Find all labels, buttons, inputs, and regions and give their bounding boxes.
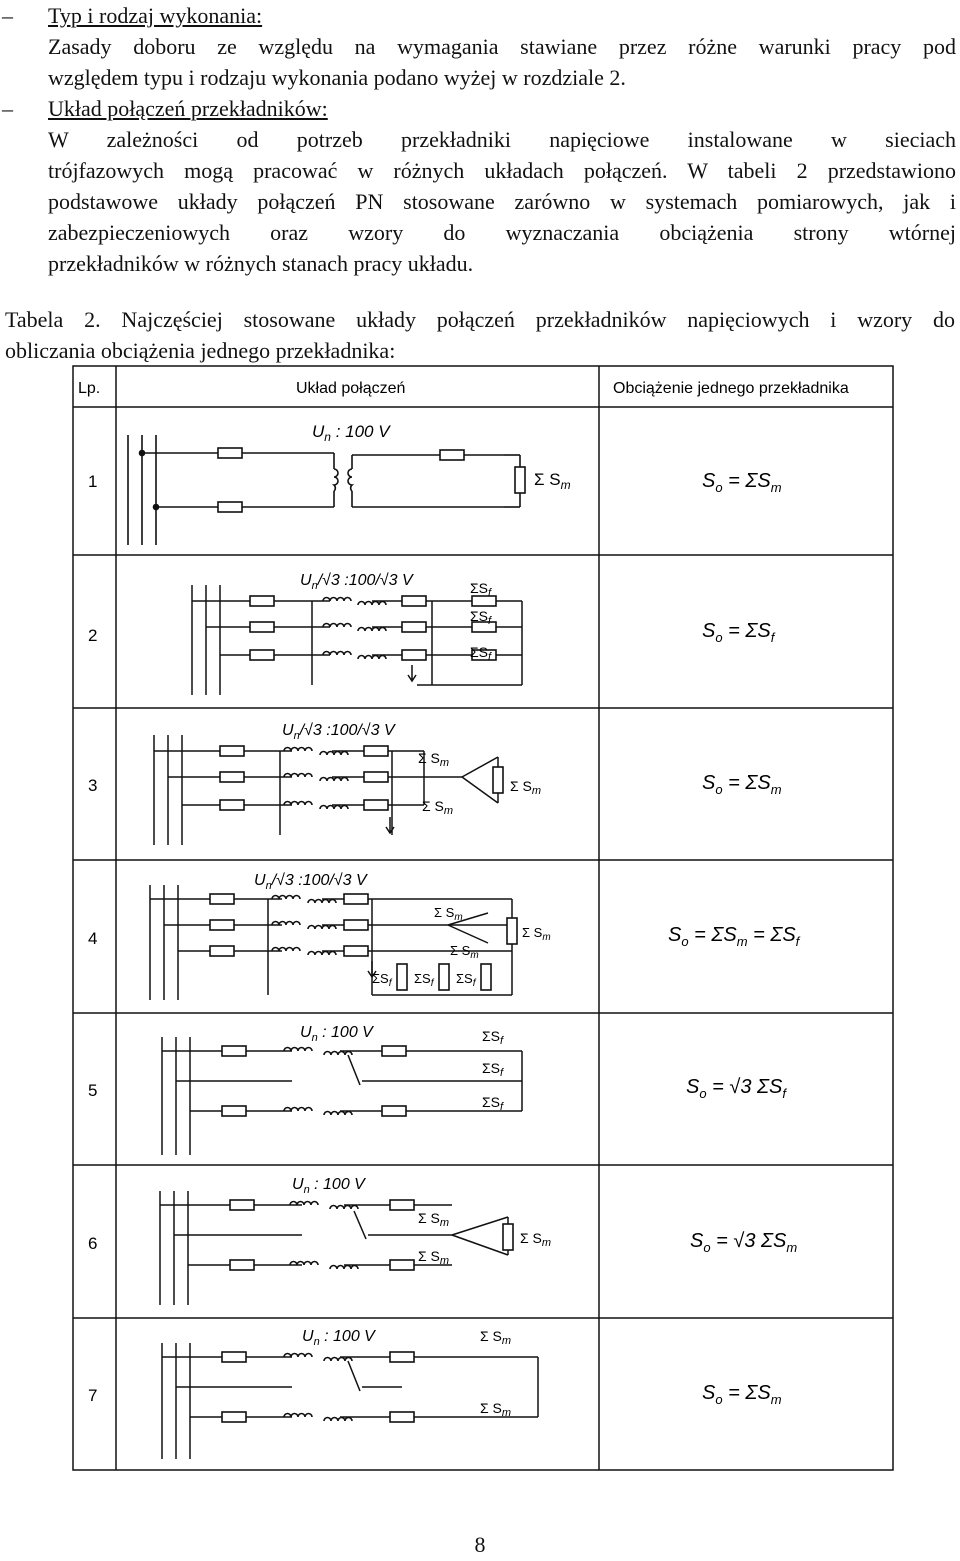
load-label-4: Σ $S_m$ [522,925,551,943]
paragraph-line: zabezpieczeniowych oraz wzory do wyznaczania obciążenia strony wtórnej [48,220,956,245]
row-number: 5 [88,1081,98,1100]
paragraph-line: trójfazowych mogą pracować w różnych układach połączeń. W tabeli 2 przedstawiono [48,158,956,183]
ratio-label-1: $U_n$ : 100 V [312,422,390,444]
page-number: 8 [474,1532,486,1557]
load-label-5: $\Sigma S_f$ [482,1028,504,1047]
load-label-4: Σ $S_m$ [434,905,463,923]
circuit-diagram-1 [128,435,525,545]
load-label-2: $\Sigma S_f$ [470,608,492,627]
table-caption: Tabela 2. Najczęściej stosowane układy połączeń przekładników napięciowych i wzory do [5,307,955,332]
paragraph-line: względem typu i rodzaju wykonania podano wyżej w rozdziale 2. [48,65,626,90]
load-label-2: $\Sigma S_f$ [470,580,492,599]
circuit-diagram-6 [160,1191,513,1305]
formula-7: $S_o = \Sigma S_m$ [702,1382,782,1407]
paragraph-line: podstawowe układy połączeń PN stosowane zarówno w systemach pomiarowych, jak i [48,189,956,214]
load-label-7: Σ $S_m$ [480,1328,512,1347]
load-label-6: Σ $S_m$ [418,1248,450,1267]
connections-table [72,365,894,1471]
bullet-heading-type: Typ i rodzaj wykonania: [48,3,263,28]
row-number: 3 [88,776,98,795]
circuit-diagram-3 [154,735,503,845]
bullet-dash: – [2,96,13,121]
paragraph-line: W zależności od potrzeb przekładniki napięciowe instalowane w sieciach [48,127,956,152]
ratio-label-6: $U_n$ : 100 V [292,1176,365,1196]
formula-4: $S_o = \Sigma S_m = \Sigma S_f$ [668,924,800,949]
load-label-3: Σ $S_m$ [418,750,450,769]
load-label-1: Σ $S_m$ [534,470,571,492]
load-label-3: Σ $S_m$ [422,798,454,817]
load-label-6: Σ $S_m$ [418,1210,450,1229]
row-number: 1 [88,472,98,491]
circuit-diagram-5 [162,1037,522,1155]
table-caption: obliczania obciążenia jednego przekładnika: [5,338,396,363]
load-label-3: Σ $S_m$ [510,778,542,797]
load-label-4: $\Sigma S_f$ [456,971,476,989]
paragraph-line: przekładników w różnych stanach pracy układu. [48,251,474,276]
formula-3: $S_o = \Sigma S_m$ [702,772,782,797]
load-label-5: $\Sigma S_f$ [482,1060,504,1079]
row-number: 4 [88,929,98,948]
load-label-4: Σ $S_m$ [450,943,479,961]
row-number: 2 [88,626,98,645]
load-label-5: $\Sigma S_f$ [482,1094,504,1113]
ratio-label-4: $U_n/√3$ :100/√3 V [254,872,367,892]
bullet-dash: – [2,3,13,28]
paragraph-line: Zasady doboru ze względu na wymagania stawiane przez różne warunki pracy pod [48,34,956,59]
load-label-6: Σ $S_m$ [520,1230,552,1249]
formula-5: $S_o = √3$ $\Sigma S_f$ [686,1076,786,1101]
load-label-7: Σ $S_m$ [480,1400,512,1419]
header-circuit: Układ połączeń [296,380,406,397]
row-number: 6 [88,1234,98,1253]
load-label-2: $\Sigma S_f$ [470,644,492,663]
bullet-heading-connections: Układ połączeń przekładników: [48,96,328,121]
header-lp: Lp. [78,380,101,397]
load-label-4: $\Sigma S_f$ [372,971,392,989]
ratio-label-3: $U_n/√3$ :100/√3 V [282,722,395,742]
ratio-label-7: $U_n$ : 100 V [302,1328,375,1348]
formula-2: $S_o = \Sigma S_f$ [702,620,775,645]
row-number: 7 [88,1386,98,1405]
formula-6: $S_o = √3$ $\Sigma S_m$ [690,1230,798,1255]
circuit-diagram-2 [192,585,522,695]
ratio-label-5: $U_n$ : 100 V [300,1024,373,1044]
formula-1: $S_o = \Sigma S_m$ [702,470,782,495]
header-load: Obciążenie jednego przekładnika [613,380,849,397]
ratio-label-2: $U_n/√3$ :100/√3 V [300,572,413,592]
load-label-4: $\Sigma S_f$ [414,971,434,989]
